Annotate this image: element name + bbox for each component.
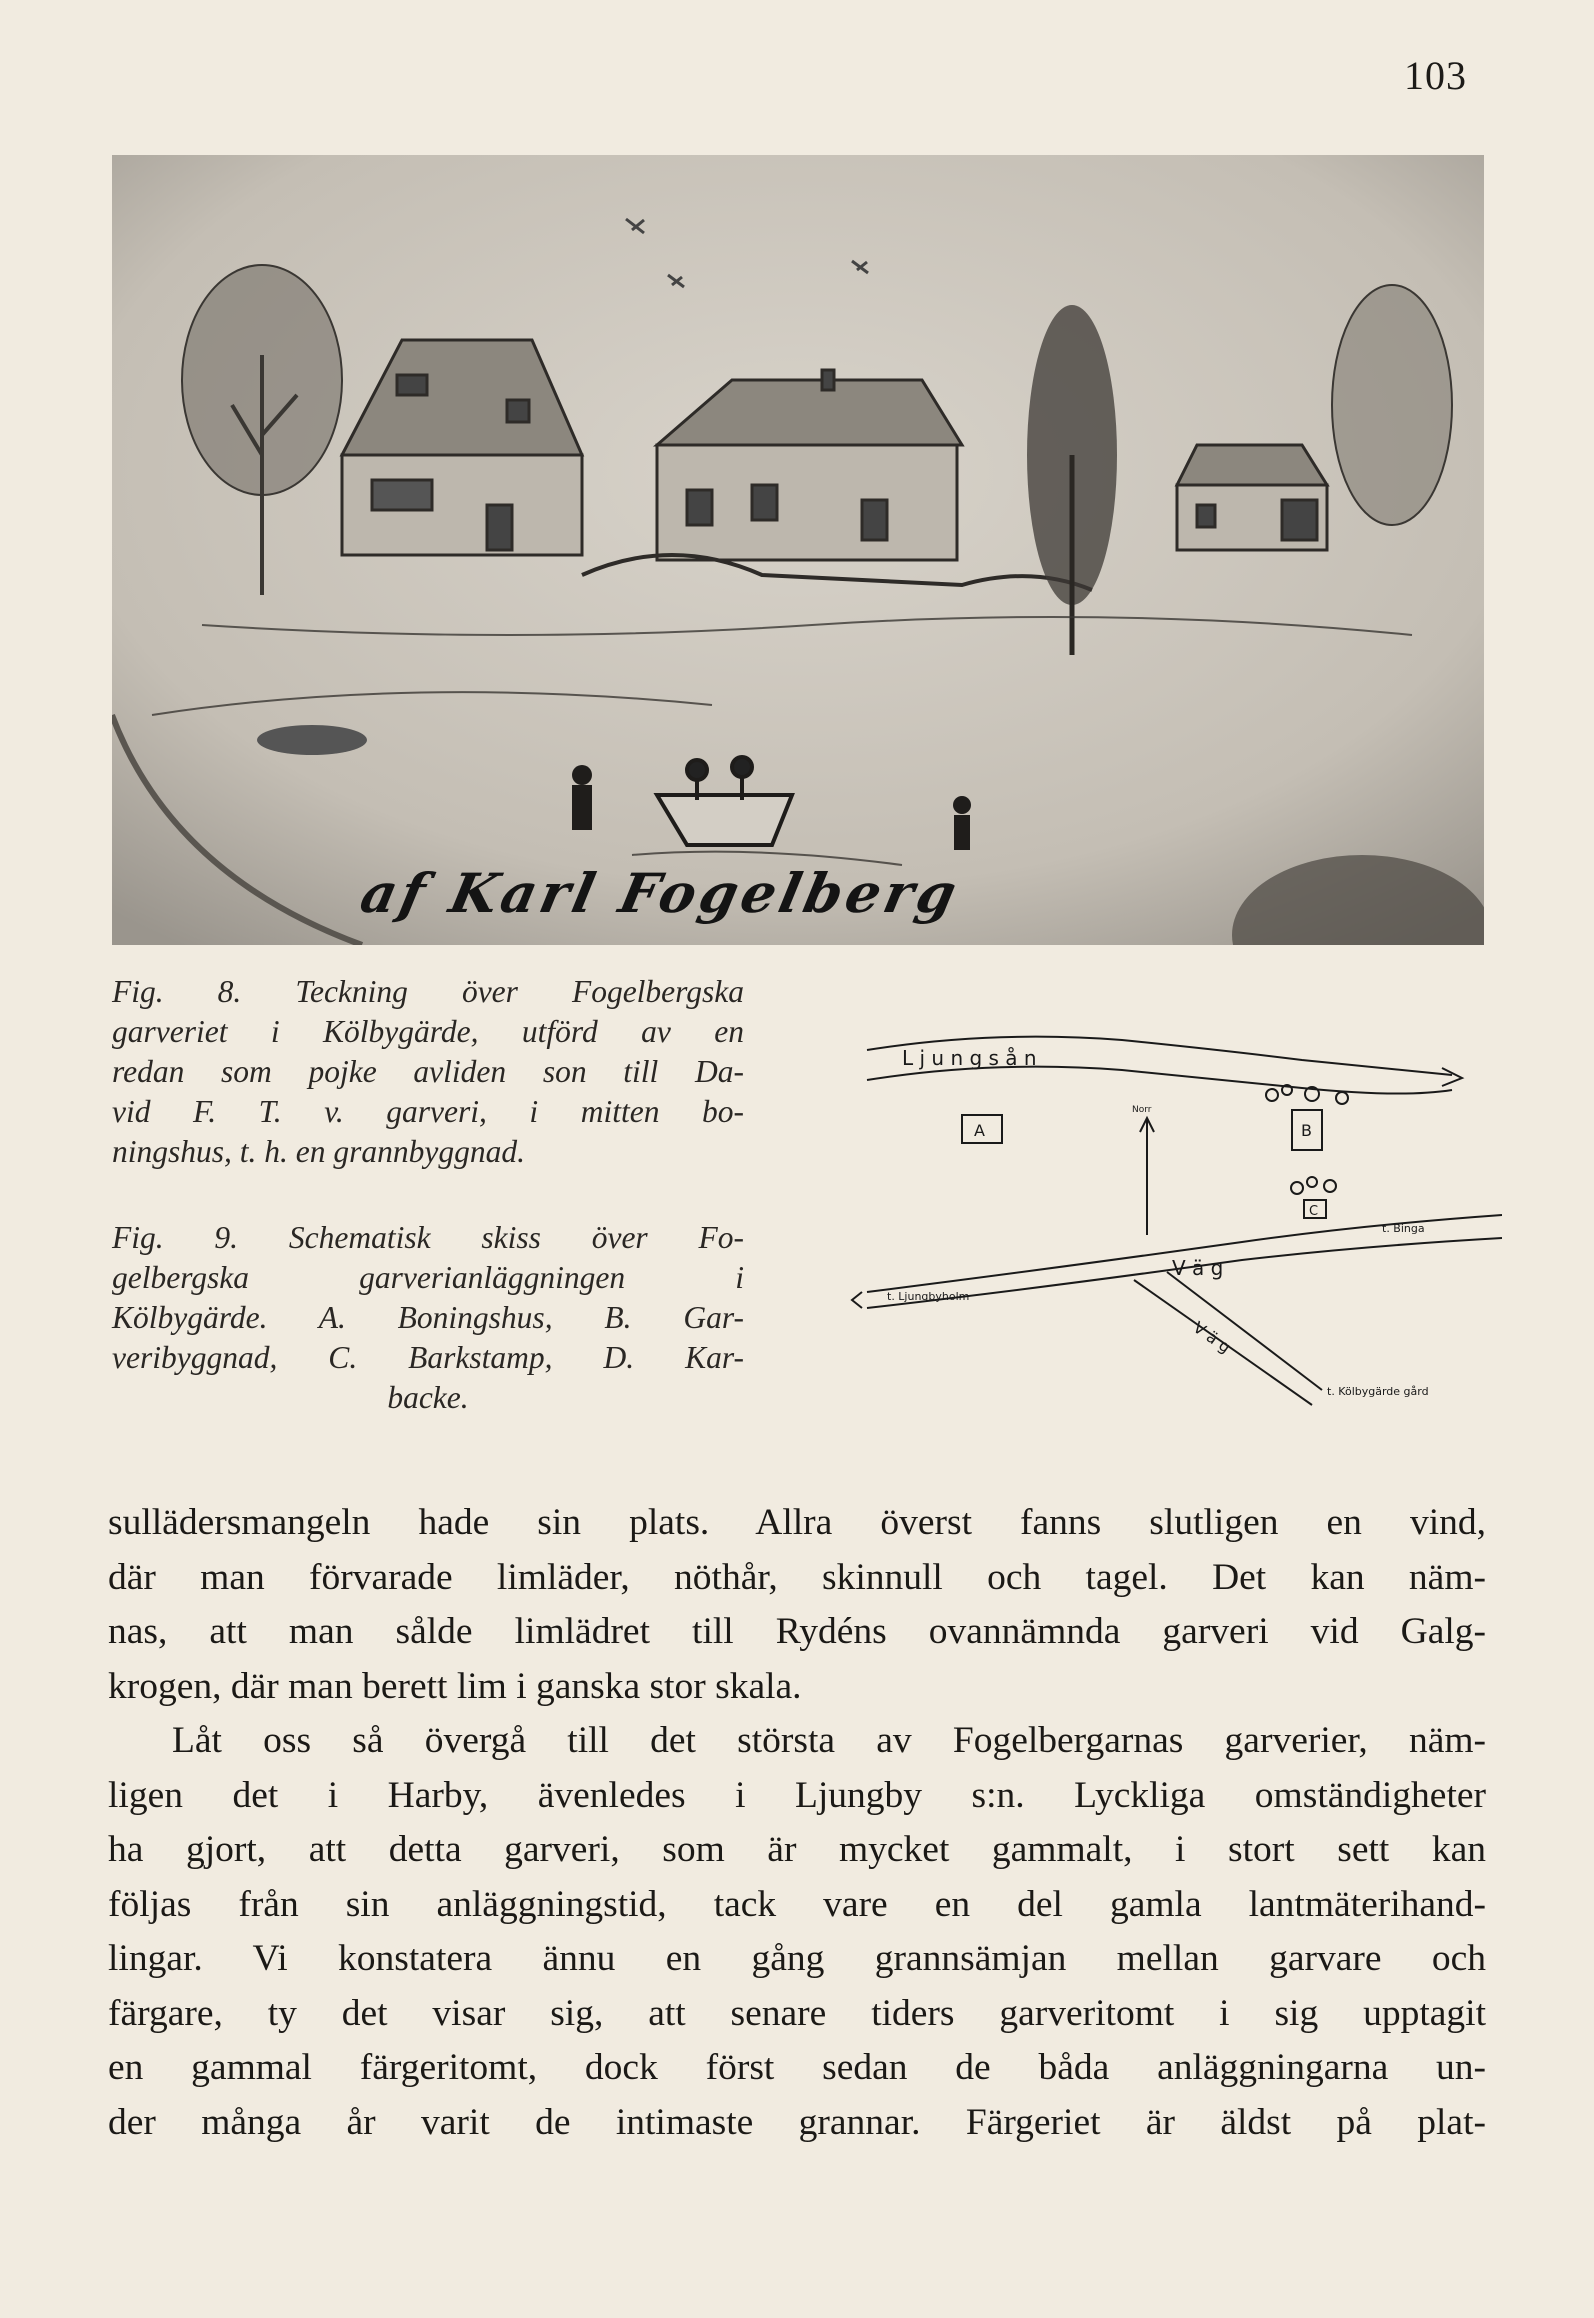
river-lower-bank — [867, 1067, 1452, 1094]
paragraph — [108, 1714, 1486, 2150]
to-ljungbyholm-label: t. Ljungbyholm — [887, 1290, 970, 1303]
text-line: krogen, där man berett lim i ganska stor skala. — [108, 1665, 802, 1707]
text-line: nas, att man sålde limlädret till Rydéns ovannämnda garveri vid Galg- — [108, 1611, 1486, 1652]
caption-line: Kölbygärde. A. Boningshus, B. Gar- — [112, 1300, 744, 1335]
road-label: V ä g — [1172, 1256, 1224, 1280]
caption-line: ningshus, t. h. en grannbyggnad. — [112, 1134, 525, 1169]
body-text — [108, 1496, 1486, 2150]
river-arrow-icon — [1442, 1068, 1462, 1086]
figure-9-caption — [112, 1218, 744, 1418]
page-number: 103 — [1404, 53, 1467, 98]
text-line: där man förvarade limläder, nöthår, skinnull och tagel. Det kan näm- — [108, 1556, 1486, 1598]
figure-8-caption — [112, 972, 744, 1172]
caption-line: garveriet i Kölbygärde, utförd av en — [112, 1014, 744, 1049]
river-label: L j u n g s å n — [902, 1046, 1037, 1070]
caption-line: gelbergska garverianläggningen i — [112, 1260, 744, 1295]
artist-signature: af Karl Fogelberg — [355, 861, 966, 925]
text-line: ligen det i Harby, ävenledes i Ljungby s:n. Lyckliga omständigheter — [108, 1774, 1486, 1816]
house-b-label: B — [1301, 1121, 1312, 1140]
house-c-label: C — [1309, 1204, 1319, 1219]
figure-9-sketch — [842, 1010, 1502, 1430]
caption-line: Fig. 8. Teckning över Fogelbergska — [112, 974, 744, 1009]
caption-line: veribyggnad, C. Barkstamp, D. Kar- — [112, 1340, 744, 1375]
text-line: sullädersmangeln hade sin plats. Allra överst fanns slutligen en vind, — [108, 1502, 1486, 1543]
caption-line: backe. — [387, 1380, 469, 1415]
caption-line: Fig. 9. Schematisk skiss över Fo- — [112, 1220, 744, 1255]
schematic-sketch — [842, 1010, 1502, 1430]
text-line: följas från sin anläggningstid, tack vare en del gamla lantmäterihand- — [108, 1883, 1486, 1925]
north-label: Norr — [1132, 1105, 1152, 1115]
text-line: färgare, ty det visar sig, att senare tiders garveritomt i sig upptagit — [108, 1992, 1486, 2034]
figure-8-drawing — [112, 155, 1484, 945]
branch-road-label: V ä g — [1189, 1317, 1235, 1357]
text-line: en gammal färgeritomt, dock först sedan de båda anläggningarna un- — [108, 2047, 1486, 2088]
to-kolbygarde-label: t. Kölbygärde gård — [1327, 1385, 1429, 1398]
text-line: lingar. Vi konstatera ännu en gång grannsämjan mellan garvare och — [108, 1938, 1486, 1979]
text-line: Låt oss så övergå till det största av Fogelbergarnas garverier, näm- — [172, 1720, 1486, 1761]
text-line: ha gjort, att detta garveri, som är mycket gammalt, i stort sett kan — [108, 1829, 1486, 1870]
pencil-drawing-image — [112, 155, 1484, 945]
house-a-label: A — [974, 1121, 985, 1140]
to-binga-label: t. Binga — [1382, 1222, 1425, 1235]
caption-line: redan som pojke avliden son till Da- — [112, 1054, 744, 1089]
paragraph — [108, 1496, 1486, 1714]
text-line: der många år varit de intimaste grannar. Färgeriet är äldst på plat- — [108, 2101, 1486, 2143]
caption-line: vid F. T. v. garveri, i mitten bo- — [112, 1094, 744, 1129]
